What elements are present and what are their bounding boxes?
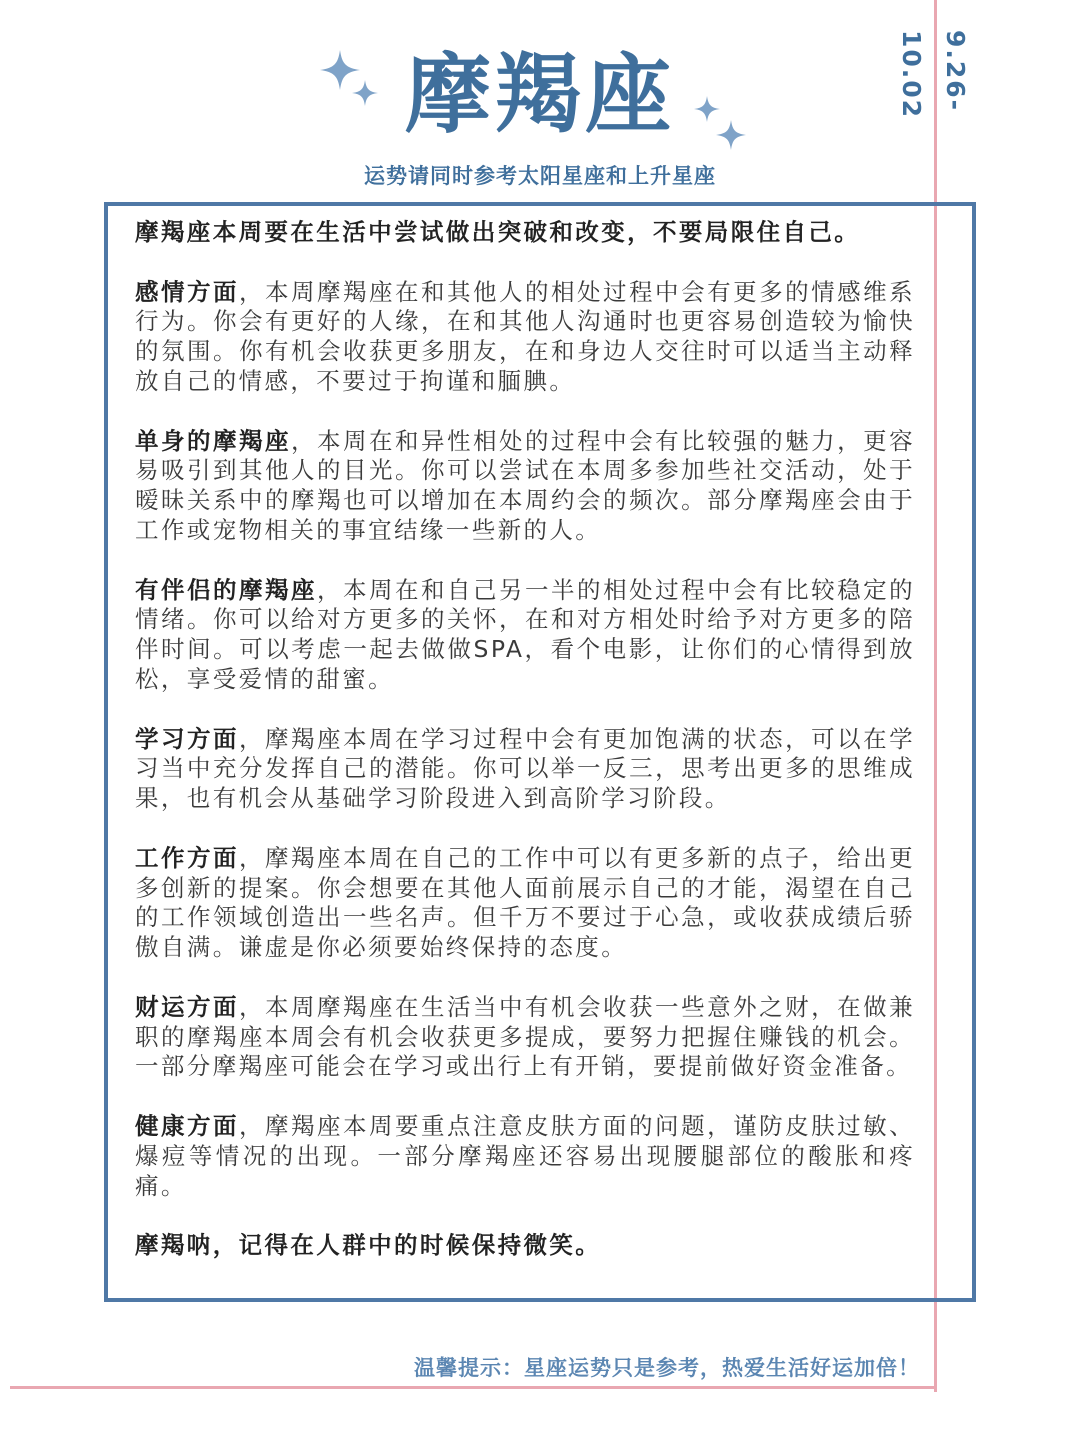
section-study: [135, 725, 915, 814]
date-range: 9.26-10.02: [897, 30, 970, 120]
section-heading: 工作方面: [135, 843, 240, 872]
horoscope-content: [135, 218, 915, 1291]
section-work: [135, 844, 915, 963]
section-single: [135, 427, 915, 546]
section-text: ，本周摩羯座在和其他人的相处过程中会有更多的情感维系行为。你会有更好的人缘，在和其他人沟通时也更容易创造较为愉快的氛围。你有机会收获更多朋友，在和身边人交往时可以适当主动释放自己的情感，不要过于拘谨和腼腆。: [135, 277, 915, 395]
footer-tip: 温馨提示：星座运势只是参考，热爱生活好运加倍！: [414, 1356, 920, 1380]
sparkle-icon: [716, 120, 746, 150]
section-text: ，摩羯座本周要重点注意皮肤方面的问题，谨防皮肤过敏、爆痘等情况的出现。一部分摩羯座还容易出现腰腿部位的酸胀和疼痛。: [135, 1111, 915, 1200]
intro-line: 摩羯座本周要在生活中尝试做出突破和改变，不要局限住自己。: [135, 218, 861, 246]
page-title: 摩羯座: [405, 45, 675, 145]
section-heading: 单身的摩羯座: [135, 426, 292, 455]
section-partnered: [135, 576, 915, 695]
section-text: ，本周摩羯座在生活当中有机会收获一些意外之财，在做兼职的摩羯座本周会有机会收获更多提成，要努力把握住赚钱的机会。一部分摩羯座可能会在学习或出行上有开销，要提前做好资金准备。: [135, 992, 915, 1081]
sparkle-icon: [694, 96, 720, 122]
section-text: ，摩羯座本周在学习过程中会有更加饱满的状态，可以在学习当中充分发挥自己的潜能。你可以举一反三，思考出更多的思维成果，也有机会从基础学习阶段进入到高阶学习阶段。: [135, 724, 915, 813]
section-text: ，摩羯座本周在自己的工作中可以有更多新的点子，给出更多创新的提案。你会想要在其他人面前展示自己的才能，渴望在自己的工作领域创造出一些名声。但千万不要过于心急，或收获成绩后骄傲自满。谦虚是你必须要始终保持的态度。: [135, 843, 915, 962]
section-heading: 学习方面: [135, 724, 240, 753]
page-subtitle: 运势请同时参考太阳星座和上升星座: [364, 164, 716, 188]
section-text: ，本周在和自己另一半的相处过程中会有比较稳定的情绪。你可以给对方更多的关怀，在和对方相处时给予对方更多的陪伴时间。可以考虑一起去做做SPA，看个电影，让你们的心情得到放松，享受爱情的甜蜜。: [135, 575, 915, 693]
section-heading: 财运方面: [135, 992, 240, 1021]
section-wealth: [135, 993, 915, 1082]
section-text: ，本周在和异性相处的过程中会有比较强的魅力，更容易吸引到其他人的目光。你可以尝试在本周多参加些社交活动，处于暧昧关系中的摩羯也可以增加在本周约会的频次。部分摩羯座会由于工作或宠物相关的事宜结缘一些新的人。: [135, 426, 915, 544]
section-heading: 健康方面: [135, 1111, 240, 1140]
section-heading: 感情方面: [135, 277, 240, 306]
closing-line: 摩羯呐，记得在人群中的时候保持微笑。: [135, 1231, 602, 1260]
pink-horizontal-line: [10, 1386, 937, 1389]
section-love: [135, 278, 915, 397]
section-health: [135, 1112, 915, 1201]
sparkle-icon: [352, 80, 378, 106]
section-heading: 有伴侣的摩羯座: [135, 575, 318, 604]
